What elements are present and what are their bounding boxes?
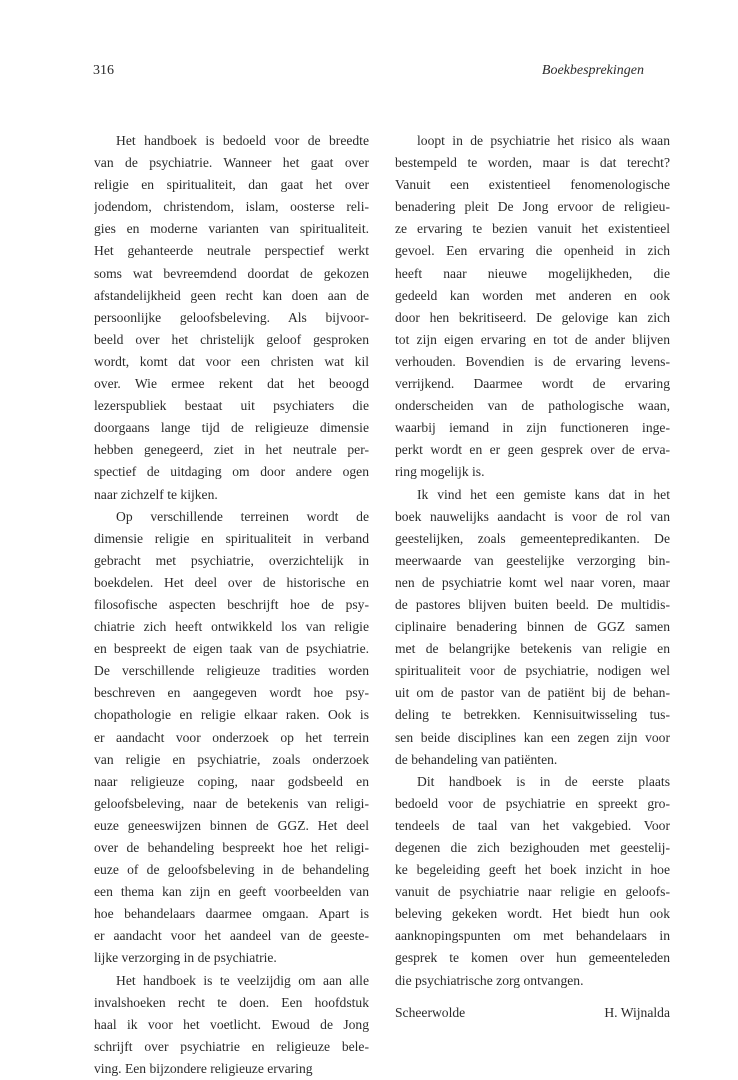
text-line: de behandeling van patiënten. <box>395 751 558 767</box>
text-line: door hen bekritiseerd. De gelovige kan zich <box>395 309 670 325</box>
right-column <box>395 130 670 1024</box>
text-line: aanknopingspunten om met behandelaars in <box>395 928 670 944</box>
text-line: euze geneeswijzen binnen de GGZ. Het deel <box>94 817 369 833</box>
text-line: beeld over het christelijk geloof gesproken <box>94 331 369 347</box>
text-line: naar religieuze coping, naar godsbeeld en <box>94 773 369 789</box>
signature <box>395 1002 670 1024</box>
text-line: gebracht met psychiatrie, overzichtelijk in <box>94 552 369 568</box>
text-line: beschreven en aangegeven wordt hoe psy- <box>94 685 369 701</box>
text-line: nen de psychiatrie komt wel naar voren, maar <box>395 574 670 590</box>
text-line: en bespreekt de eigen taak van de psychiatrie. <box>94 641 369 657</box>
text-line: Het handboek is te veelzijdig om aan alle <box>116 972 369 988</box>
text-line: tendeels de taal van het vakgebied. Voor <box>395 817 670 833</box>
text-line: van religie en psychiatrie, zoals onderzoek <box>94 751 369 767</box>
text-line: jodendom, christendom, islam, oosterse reli- <box>94 199 369 215</box>
text-line: van de psychiatrie. Wanneer het gaat over <box>94 155 369 171</box>
text-line: Het handboek is bedoeld voor de breedte <box>116 133 369 148</box>
text-line: dimensie religie en spiritualiteit in verband <box>94 530 369 546</box>
text-line: religie en spiritualiteit, dan gaat het over <box>94 177 369 193</box>
text-line: De verschillende religieuze tradities worden <box>94 663 369 679</box>
text-line: afstandelijkheid geen recht kan doen aan de <box>94 287 369 303</box>
text-line: haal ik voor het voetlicht. Ewoud de Jong <box>94 1016 369 1032</box>
text-line: euze of de geloofsbeleving in de behandeling <box>94 862 369 878</box>
text-line: ze ervaring te bezien vanuit het existentieel <box>395 221 670 237</box>
signature-author: H. Wijnalda <box>604 1004 670 1020</box>
text-line: spectief de uitdaging om door andere ogen <box>94 464 369 480</box>
text-line: soms wat bevreemdend doordat de gekozen <box>94 265 369 281</box>
text-line: de pastores blijven buiten beeld. De multidis- <box>395 596 670 612</box>
text-line: een thema kan zijn en geeft voorbeelden van <box>94 884 369 900</box>
text-line: persoonlijke geloofsbeleving. Als bijvoor- <box>94 309 369 325</box>
left-column <box>94 130 369 1080</box>
text-line: Vanuit een existentieel fenomenologische <box>395 177 670 193</box>
running-title: Boekbesprekingen <box>541 63 644 78</box>
text-line: perkt wordt en er geen gesprek over de erva- <box>395 442 670 458</box>
text-line: over. Wie ermee rekent dat het beoogd <box>94 376 369 392</box>
text-line: gies en moderne varianten van spiritualiteit. <box>94 221 369 237</box>
text-line: wordt, komt dat voor een christen wat kil <box>94 353 369 369</box>
page-number: 316 <box>93 63 114 78</box>
text-line: filosofische aspecten beschrijft hoe de psy- <box>94 596 369 612</box>
text-line: bedoeld voor de psychiatrie en spreekt gro- <box>395 795 670 811</box>
text-line: loopt in de psychiatrie het risico als waan <box>417 133 670 148</box>
text-line: bestempeld te worden, maar is dat terecht? <box>395 155 670 171</box>
text-line: meerwaarde van geestelijke verzorging bin- <box>395 552 670 568</box>
text-line: tot zijn eigen ervaring en tot de ander blijven <box>395 331 670 347</box>
text-line: benadering pleit De Jong ervoor de religieu- <box>395 199 670 215</box>
text-line: invalshoeken recht te doen. Een hoofdstuk <box>94 994 369 1010</box>
text-line: beleving gekeken wordt. Het biedt hun ook <box>395 906 670 922</box>
text-line: hebben genegeerd, ziet in het neutrale per- <box>94 442 369 458</box>
text-line: ving. Een bijzondere religieuze ervaring <box>94 1060 313 1076</box>
text-line: met de belangrijke betekenis van religie en <box>395 641 670 657</box>
text-line: geestelijken, zoals gemeentepredikanten. De <box>395 530 670 546</box>
text-line: ring mogelijk is. <box>395 464 485 480</box>
text-line: gedeeld kan worden met anderen en ook <box>395 287 670 303</box>
text-line: verhouden. Bovendien is de ervaring levens- <box>395 353 670 369</box>
text-line: vanuit de psychiatrie naar religie en geloofs- <box>395 884 670 900</box>
text-line: die psychiatrische zorg ontvangen. <box>395 972 584 988</box>
signature-place: Scheerwolde <box>395 1004 466 1020</box>
text-line: Dit handboek is in de eerste plaats <box>417 773 670 789</box>
text-line: ke begeleiding geeft het boek inzicht in hoe <box>395 862 670 878</box>
text-line: over de behandeling bespreekt hoe het religi- <box>94 840 369 855</box>
text-line: Ik vind het een gemiste kans dat in het <box>417 486 670 502</box>
text-line: hoe behandelaars daarmee omgaan. Apart is <box>94 906 369 922</box>
text-line: heeft naar nieuwe mogelijkheden, die <box>395 265 670 281</box>
text-line: lijke verzorging in de psychiatrie. <box>94 950 277 966</box>
text-line: chopathologie en religie elkaar raken. Ook is <box>94 707 369 723</box>
text-line: doorgaans lange tijd de religieuze dimensie <box>94 420 369 436</box>
text-line: geloofsbeleving, naar de betekenis van religi- <box>94 795 369 811</box>
text-line: naar zichzelf te kijken. <box>94 486 218 502</box>
text-line: onderscheiden van de pathologische waan, <box>395 398 670 414</box>
text-line: degenen die zich bezighouden met geestelij- <box>395 840 670 855</box>
text-line: er aandacht voor onderzoek op het terrein <box>94 729 369 745</box>
text-line: gesprek te komen over hun gemeenteleden <box>395 950 670 966</box>
text-line: er aandacht voor het aandeel van de geeste- <box>94 928 369 944</box>
text-line: chiatrie zich heeft ontwikkeld los van religie <box>94 619 369 635</box>
text-line: verrijkend. Daarmee wordt de ervaring <box>395 376 670 392</box>
text-line: boekdelen. Het deel over de historische en <box>94 574 369 590</box>
text-line: sen beide disciplines kan een zegen zijn voor <box>395 729 670 745</box>
text-line: spiritualiteit voor de psychiatrie, nodigen wel <box>395 663 670 679</box>
text-line: lezerspubliek bestaat uit psychiaters die <box>94 398 369 414</box>
text-line: Het gehanteerde neutrale perspectief werkt <box>94 243 369 259</box>
text-line: gevoel. Een ervaring die openheid in zich <box>395 243 670 259</box>
text-line: uit om de pastor van de patiënt bij de behan- <box>395 685 670 701</box>
right-column-body <box>395 130 670 992</box>
text-line: Op verschillende terreinen wordt de <box>116 508 369 524</box>
text-line: boek nauwelijks aandacht is voor de rol van <box>395 508 670 524</box>
text-line: schrijft over psychiatrie en religieuze bele- <box>94 1038 369 1054</box>
text-line: ciplinaire benadering binnen de GGZ samen <box>395 619 670 635</box>
text-line: waarbij iemand in zijn functioneren inge- <box>395 420 670 436</box>
text-line: deling te betrekken. Kennisuitwisseling tus- <box>395 707 670 723</box>
